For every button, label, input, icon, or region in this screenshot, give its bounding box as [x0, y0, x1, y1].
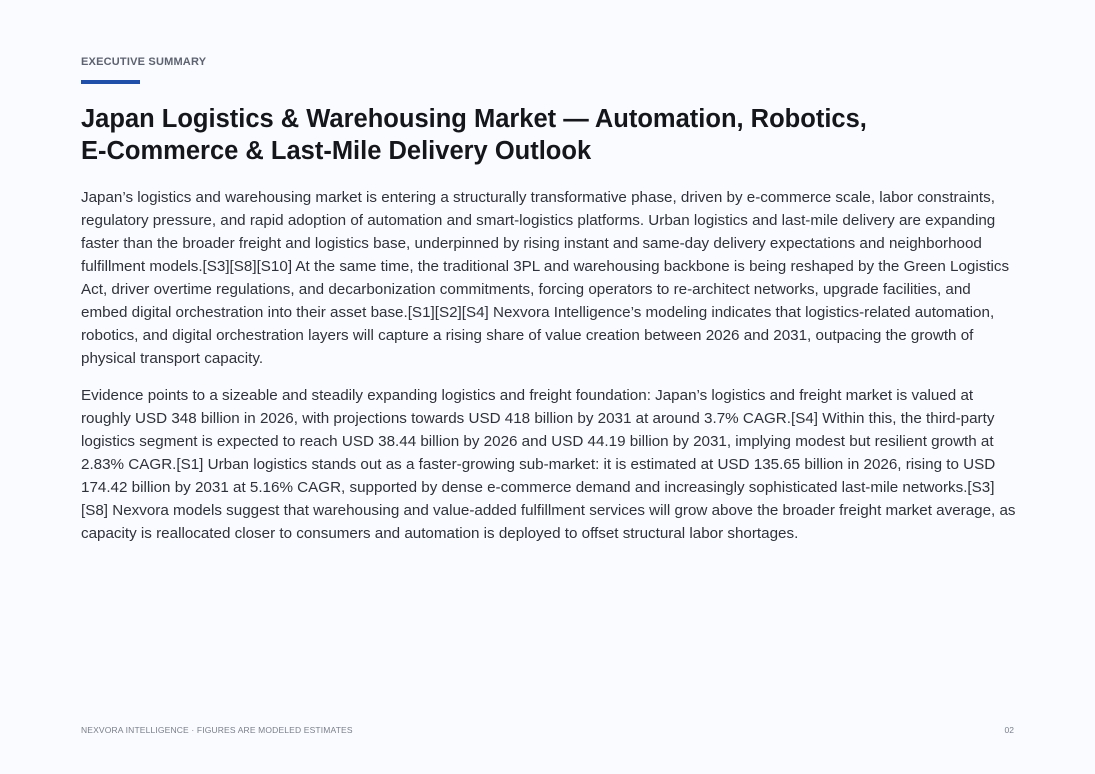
section-label: EXECUTIVE SUMMARY [81, 56, 207, 68]
accent-rule [81, 80, 140, 84]
footer-note: NEXVORA INTELLIGENCE · FIGURES ARE MODELED ESTIMATES [81, 725, 353, 735]
summary-paragraph-2: Evidence points to a sizeable and steadily expanding logistics and freight foundation: Japan’s logistics and freight market is valued at roughly USD 348 billion in 2026, with projections towards USD 418 billion by 2031 at around 3.7% CAGR.[S4] Within this, the third-party logistics segment is expected to reach USD 38.44 billion by 2026 and USD 44.19 billion by 2031, implying modest but resilient growth at 2.83% CAGR.[S1] Urban logistics stands out as a faster-growing sub-market: it is estimated at USD 135.65 billion in 2026, rising to USD 174.42 billion by 2031 at 5.16% CAGR, supported by dense e-commerce demand and increasingly sophisticated last-mile networks.[S3][S8] Nexvora models suggest that warehousing and value-added fulfillment services will grow above the broader freight market average, as capacity is reallocated closer to consumers and automation is deployed to offset structural labor shortages. [81, 387, 1016, 542]
page-title-line-1: Japan Logistics & Warehousing Market — Automation, Robotics, [81, 105, 867, 133]
summary-paragraph-1: Japan’s logistics and warehousing market is entering a structurally transformative phase, driven by e-commerce scale, labor constraints, regulatory pressure, and rapid adoption of automation and smart-logistics platforms. Urban logistics and last-mile delivery are expanding faster than the broader freight and logistics base, underpinned by rising instant and same-day delivery expectations and neighborhood fulfillment models.[S3][S8][S10] At the same time, the traditional 3PL and warehousing backbone is being reshaped by the Green Logistics Act, driver overtime regulations, and decarbonization commitments, forcing operators to re-architect networks, upgrade facilities, and embed digital orchestration into their asset base.[S1][S2][S4] Nexvora Intelligence’s modeling indicates that logistics-related automation, robotics, and digital orchestration layers will capture a rising share of value creation between 2026 and 2031, outpacing the growth of physical transport capacity. [81, 189, 1010, 367]
page-title [81, 104, 981, 167]
page-number: 02 [1004, 725, 1014, 735]
page-title-line-2: E-Commerce & Last-Mile Delivery Outlook [81, 136, 592, 165]
report-page [81, 0, 1016, 774]
summary-body [81, 186, 1016, 559]
